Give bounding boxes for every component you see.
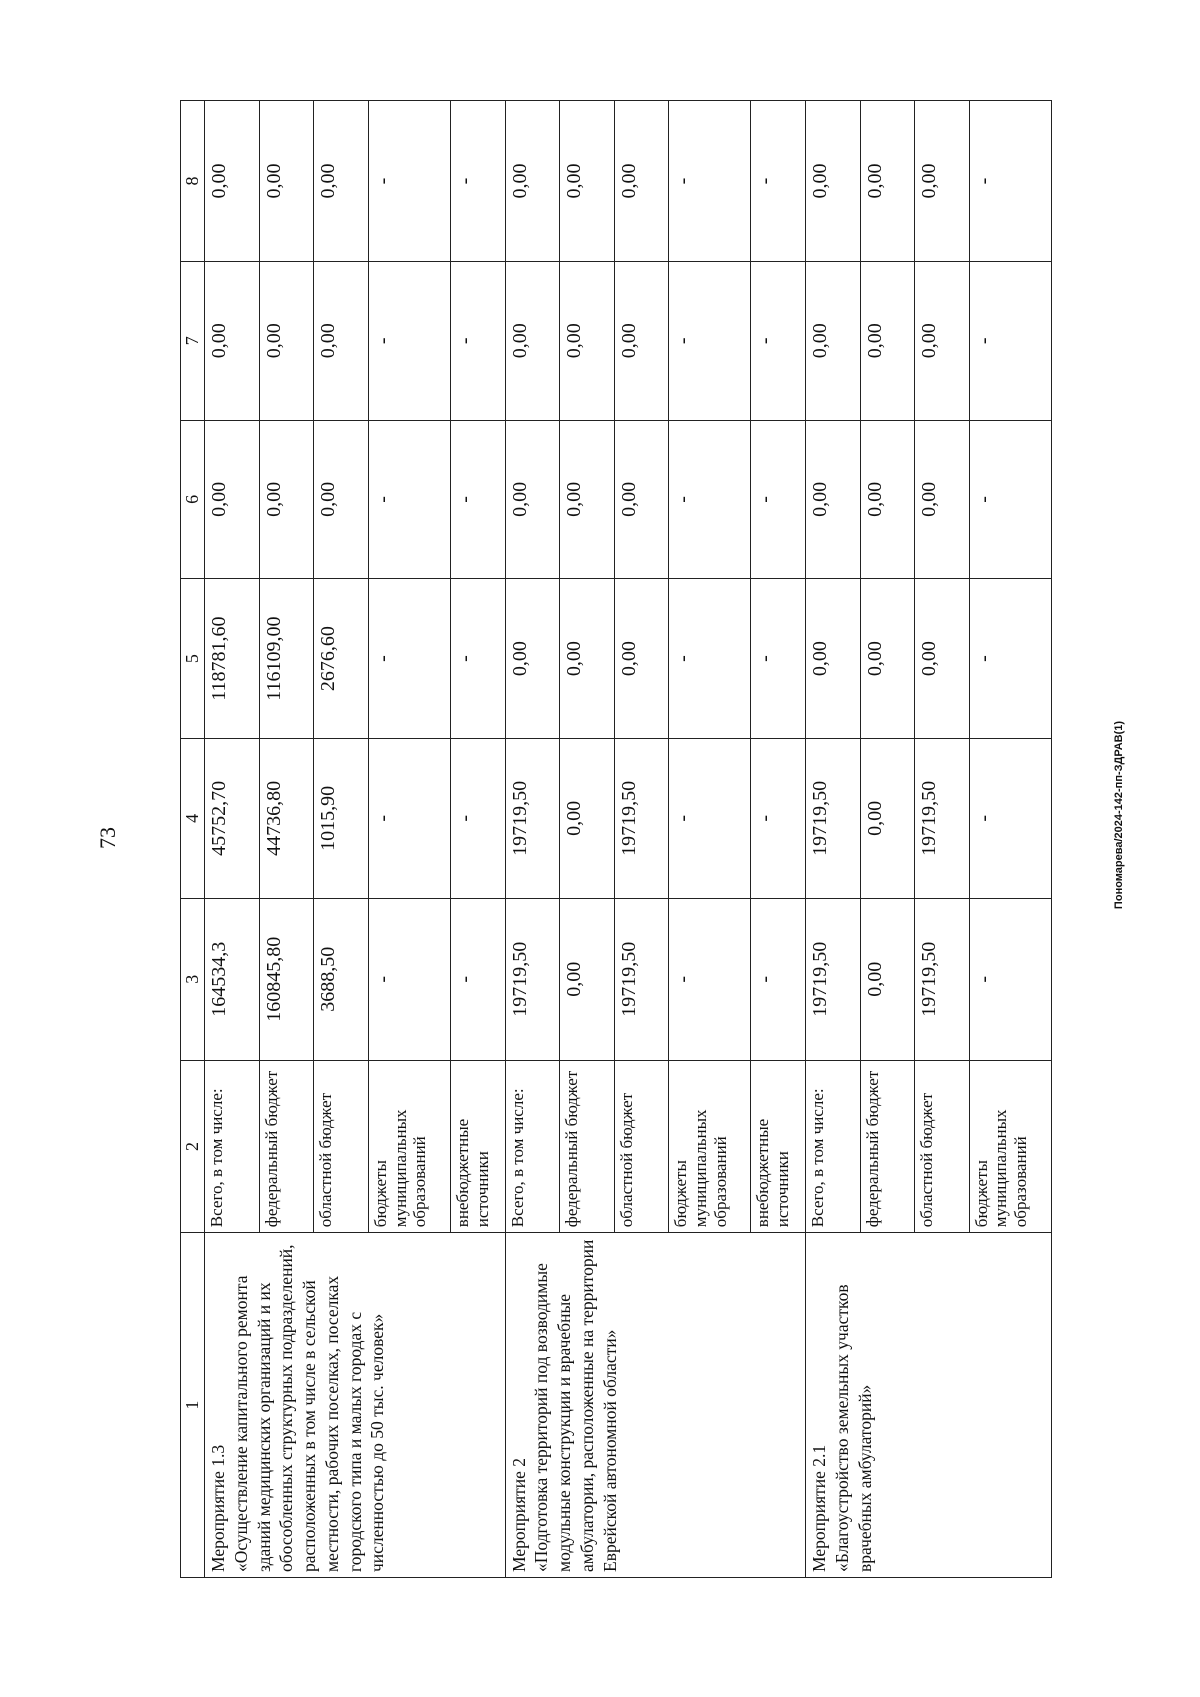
amount-cell: 0,00 xyxy=(560,101,615,262)
amount-cell: 0,00 xyxy=(806,101,861,262)
activity-heading: Мероприятие 2.1 xyxy=(809,1444,830,1572)
amount-cell: 0,00 xyxy=(505,420,560,579)
amount-cell: 0,00 xyxy=(560,738,615,898)
amount-cell: - xyxy=(751,420,806,579)
amount-cell: - xyxy=(450,738,505,898)
amount-cell: - xyxy=(369,738,451,898)
activity-title xyxy=(505,1233,805,1578)
amount-cell: 44736,80 xyxy=(259,738,314,898)
funding-source: федеральный бюджет xyxy=(560,1060,615,1232)
amount-cell: 164534,3 xyxy=(205,898,260,1060)
funding-source: федеральный бюджет xyxy=(860,1060,915,1232)
amount-cell: 118781,60 xyxy=(205,579,260,739)
amount-cell: 0,00 xyxy=(560,579,615,739)
funding-source: Всего, в том числе: xyxy=(205,1060,260,1232)
amount-cell: 45752,70 xyxy=(205,738,260,898)
amount-cell: - xyxy=(669,420,751,579)
funding-source: внебюджетные источники xyxy=(751,1060,806,1232)
amount-cell: 0,00 xyxy=(314,420,369,579)
funding-source: внебюджетные источники xyxy=(450,1060,505,1232)
amount-cell: 0,00 xyxy=(560,420,615,579)
amount-cell: - xyxy=(450,101,505,262)
amount-cell: 0,00 xyxy=(614,420,669,579)
table-row xyxy=(505,101,560,1578)
amount-cell: - xyxy=(751,738,806,898)
amount-cell: 0,00 xyxy=(915,579,970,739)
amount-cell: - xyxy=(751,898,806,1060)
amount-cell: 19719,50 xyxy=(806,738,861,898)
amount-cell: - xyxy=(369,420,451,579)
amount-cell: 19719,50 xyxy=(806,898,861,1060)
amount-cell: 0,00 xyxy=(915,101,970,262)
column-number-header: 6 xyxy=(181,420,205,579)
amount-cell: - xyxy=(969,579,1051,739)
funding-source: федеральный бюджет xyxy=(259,1060,314,1232)
column-number-header: 8 xyxy=(181,101,205,262)
amount-cell: - xyxy=(369,579,451,739)
activity-heading: Мероприятие 2 xyxy=(508,1457,529,1572)
amount-cell: 0,00 xyxy=(860,261,915,420)
activity-description: «Осуществление капитального ремонта зданий медицинских организаций и их обособленных структурных подразделений, расположенных в том числе в сельской местности, рабочих поселках, поселках городского типа и малых городах с численностью до 50 тыс. человек» xyxy=(230,1244,388,1572)
activity-description: «Благоустройство земельных участков врачебных амбулаторий» xyxy=(831,1284,875,1572)
funding-source: областной бюджет xyxy=(314,1060,369,1232)
column-number-header: 2 xyxy=(181,1060,205,1232)
funding-source: бюджеты муниципальных образований xyxy=(969,1060,1051,1232)
amount-cell: 0,00 xyxy=(205,261,260,420)
amount-cell: 19719,50 xyxy=(505,738,560,898)
amount-cell: 0,00 xyxy=(806,420,861,579)
amount-cell: - xyxy=(369,261,451,420)
amount-cell: 0,00 xyxy=(560,898,615,1060)
amount-cell: 0,00 xyxy=(505,261,560,420)
amount-cell: 160845,80 xyxy=(259,898,314,1060)
amount-cell: 0,00 xyxy=(505,101,560,262)
amount-cell: 19719,50 xyxy=(915,898,970,1060)
amount-cell: - xyxy=(969,261,1051,420)
amount-cell: 1015,90 xyxy=(314,738,369,898)
amount-cell: 0,00 xyxy=(505,579,560,739)
amount-cell: - xyxy=(369,101,451,262)
page-number: 73 xyxy=(95,827,120,849)
amount-cell: - xyxy=(969,420,1051,579)
table-row xyxy=(205,101,260,1578)
column-number-header: 1 xyxy=(181,1233,205,1578)
amount-cell: - xyxy=(669,101,751,262)
amount-cell: - xyxy=(369,898,451,1060)
amount-cell: - xyxy=(450,261,505,420)
amount-cell: 0,00 xyxy=(806,579,861,739)
amount-cell: 0,00 xyxy=(860,738,915,898)
funding-source: Всего, в том числе: xyxy=(505,1060,560,1232)
amount-cell: 0,00 xyxy=(205,101,260,262)
amount-cell: 0,00 xyxy=(614,101,669,262)
column-number-header: 4 xyxy=(181,738,205,898)
amount-cell: 0,00 xyxy=(259,420,314,579)
funding-source: бюджеты муниципальных образований xyxy=(369,1060,451,1232)
amount-cell: 116109,00 xyxy=(259,579,314,739)
amount-cell: - xyxy=(669,898,751,1060)
amount-cell: - xyxy=(450,420,505,579)
amount-cell: 0,00 xyxy=(860,579,915,739)
amount-cell: 0,00 xyxy=(560,261,615,420)
budget-table xyxy=(180,100,1052,1578)
funding-source: бюджеты муниципальных образований xyxy=(669,1060,751,1232)
table-header-row xyxy=(181,101,205,1578)
amount-cell: 19719,50 xyxy=(915,738,970,898)
amount-cell: - xyxy=(450,579,505,739)
amount-cell: 0,00 xyxy=(860,101,915,262)
activity-title xyxy=(806,1233,1052,1578)
amount-cell: - xyxy=(669,579,751,739)
amount-cell: - xyxy=(669,261,751,420)
amount-cell: - xyxy=(969,101,1051,262)
amount-cell: 19719,50 xyxy=(614,898,669,1060)
amount-cell: 0,00 xyxy=(915,420,970,579)
amount-cell: - xyxy=(751,101,806,262)
rotated-table-container xyxy=(180,100,1052,1578)
amount-cell: 0,00 xyxy=(259,101,314,262)
activity-description: «Подготовка территорий под возводимые модульные конструкции и врачебные амбулатории, расположенные на территории Еврейской автономной области» xyxy=(531,1239,620,1572)
amount-cell: - xyxy=(751,261,806,420)
amount-cell: 0,00 xyxy=(259,261,314,420)
amount-cell: 2676,60 xyxy=(314,579,369,739)
amount-cell: 0,00 xyxy=(314,261,369,420)
amount-cell: 19719,50 xyxy=(614,738,669,898)
table-row xyxy=(806,101,861,1578)
amount-cell: - xyxy=(969,738,1051,898)
amount-cell: - xyxy=(751,579,806,739)
activity-title xyxy=(205,1233,505,1578)
amount-cell: 0,00 xyxy=(915,261,970,420)
amount-cell: 0,00 xyxy=(614,579,669,739)
column-number-header: 3 xyxy=(181,898,205,1060)
amount-cell: 0,00 xyxy=(314,101,369,262)
column-number-header: 5 xyxy=(181,579,205,739)
amount-cell: 0,00 xyxy=(614,261,669,420)
amount-cell: 3688,50 xyxy=(314,898,369,1060)
amount-cell: 0,00 xyxy=(205,420,260,579)
column-number-header: 7 xyxy=(181,261,205,420)
funding-source: областной бюджет xyxy=(614,1060,669,1232)
amount-cell: 19719,50 xyxy=(505,898,560,1060)
amount-cell: - xyxy=(969,898,1051,1060)
amount-cell: 0,00 xyxy=(860,898,915,1060)
activity-heading: Мероприятие 1.3 xyxy=(208,1444,229,1572)
amount-cell: - xyxy=(669,738,751,898)
funding-source: областной бюджет xyxy=(915,1060,970,1232)
amount-cell: 0,00 xyxy=(806,261,861,420)
funding-source: Всего, в том числе: xyxy=(806,1060,861,1232)
amount-cell: - xyxy=(450,898,505,1060)
amount-cell: 0,00 xyxy=(860,420,915,579)
